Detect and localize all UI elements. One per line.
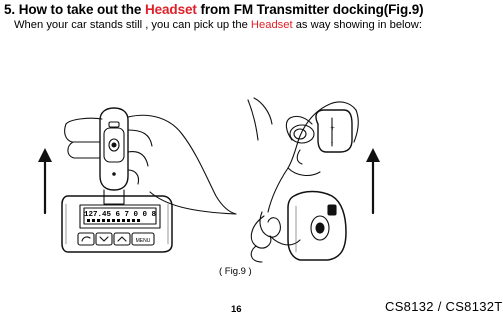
right-illustration [248, 98, 380, 262]
left-illustration [38, 108, 236, 252]
intro-prefix: When your car stands still , you can pick up the [14, 19, 251, 31]
heading-suffix: from FM Transmitter docking(Fig.9) [196, 2, 424, 17]
intro-highlight: Headset [250, 19, 293, 31]
heading-highlight: Headset [144, 2, 197, 17]
svg-text:+: + [330, 125, 336, 132]
page-number: 16 [231, 304, 242, 315]
up-arrow-icon-right [366, 148, 380, 213]
intro-suffix: as way showing in below: [292, 19, 422, 31]
menu-button-label: MENU [135, 238, 151, 244]
figure-caption: ( Fig.9 ) [219, 266, 252, 277]
heading-prefix: 5. How to take out the [4, 2, 145, 17]
svg-text:-: - [331, 139, 334, 146]
up-arrow-icon [38, 148, 52, 213]
lcd-readout: 127.45 6 7 0 0 8 [83, 211, 157, 219]
model-number: CS8132 / CS8132T [385, 299, 503, 314]
